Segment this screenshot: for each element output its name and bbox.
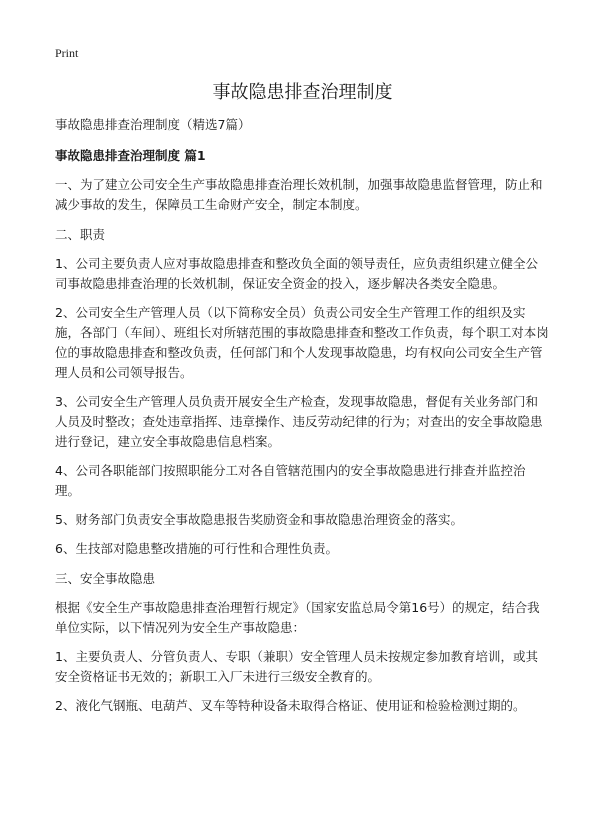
section-heading: 事故隐患排查治理制度 篇1	[55, 148, 206, 163]
print-link[interactable]: Print	[55, 46, 79, 60]
paragraph-basis: 根据《安全生产事故隐患排查治理暂行规定》（国家安监总局令第16号）的规定，结合我单位实际，以下情况列为安全生产事故隐患：	[55, 600, 540, 635]
paragraph-item-3: 3、公司安全生产管理人员负责开展安全生产检查，发现事故隐患，督促有关业务部门和人员及时整改；查处违章指挥、违章操作、违反劳动纪律的行为；对查出的安全事故隐患进行登记，建立安全事故隐患信息档案。	[55, 394, 543, 449]
paragraph-purpose: 一、为了建立公司安全生产事故隐患排查治理长效机制，加强事故隐患监督管理，防止和减少事故的发生，保障员工生命财产安全，制定本制度。	[55, 177, 543, 212]
document-subtitle: 事故隐患排查治理制度（精选7篇）	[55, 117, 251, 132]
heading-responsibilities: 二、职责	[55, 227, 106, 242]
paragraph-item-4: 4、公司各职能部门按照职能分工对各自管辖范围内的安全事故隐患进行排查并监控治理。	[55, 463, 526, 498]
paragraph-item-1: 1、公司主要负责人应对事故隐患排查和整改负全面的领导责任，应负责组织建立健全公司事故隐患排查治理的长效机制，保证安全资金的投入，逐步解决各类安全隐患。	[55, 256, 538, 291]
heading-hazards: 三、安全事故隐患	[55, 571, 156, 586]
paragraph-hazard-2: 2、液化气钢瓶、电葫芦、叉车等特种设备未取得合格证、使用证和检验检测过期的。	[55, 698, 526, 713]
paragraph-item-6: 6、生技部对隐患整改措施的可行性和合理性负责。	[55, 541, 338, 556]
paragraph-item-2: 2、公司安全生产管理人员（以下简称安全员）负责公司安全生产管理工作的组织及实施，各部门（车间）、班组长对所辖范围的事故隐患排查和整改工作负责，每个职工对本岗位的事故隐患排查和整改负责，任何部门和个人发现事故隐患，均有权向公司安全生产管理人员和公司领导报告。	[55, 305, 549, 380]
paragraph-hazard-1: 1、主要负责人、分管负责人、专职（兼职）安全管理人员未按规定参加教育培训，或其安全资格证书无效的；新职工入厂未进行三级安全教育的。	[55, 649, 538, 684]
paragraph-item-5: 5、财务部门负责安全事故隐患报告奖励资金和事故隐患治理资金的落实。	[55, 512, 463, 527]
document-title: 事故隐患排查治理制度	[212, 82, 393, 103]
